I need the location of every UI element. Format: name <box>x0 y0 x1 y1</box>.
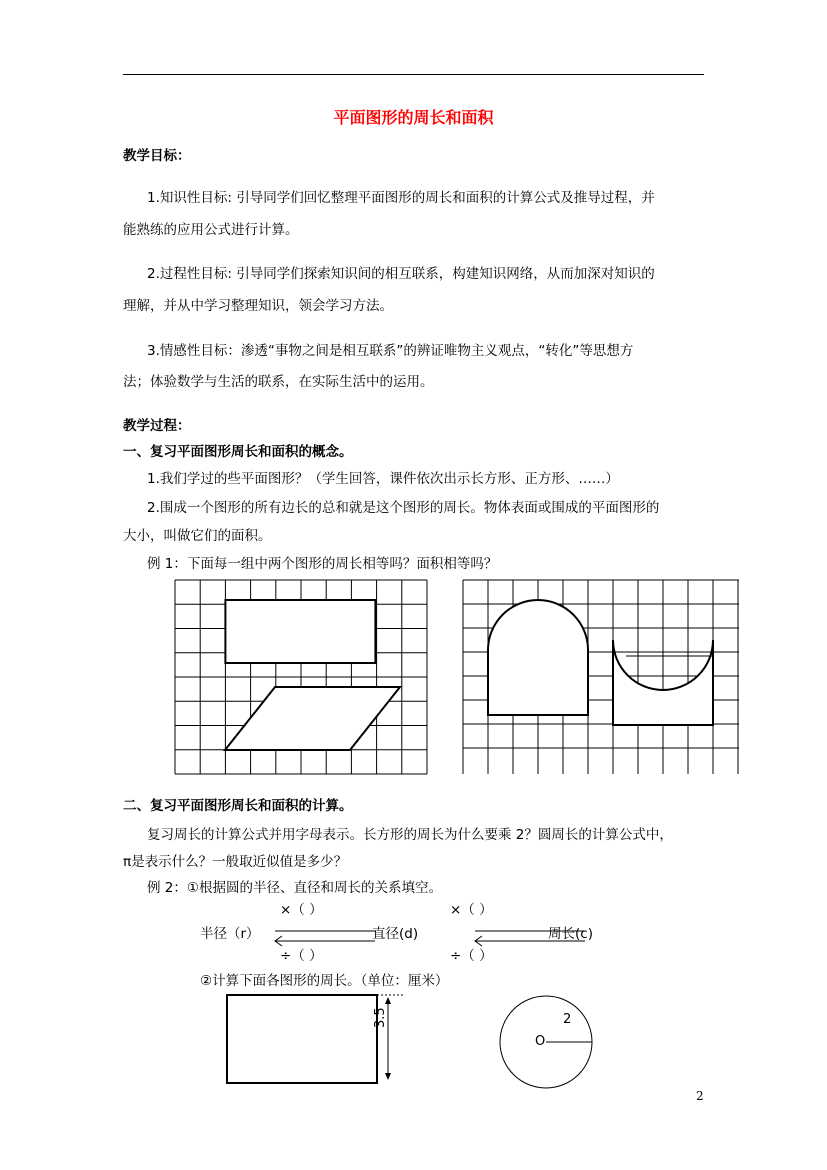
process-heading: 教学过程： <box>123 418 191 434</box>
section1-para2-line1: 2.围成一个图形的所有边长的总和就是这个图形的周长。物体表面或围成的平面图形的 <box>147 500 660 516</box>
circumference-label: 周长(c) <box>548 926 593 942</box>
diameter-label: 直径(d) <box>372 926 419 942</box>
times-blank-2: ×（ ） <box>450 902 493 918</box>
section2-para-line2: π是表示什么？一般取近似值是多少？ <box>123 854 348 870</box>
circle-figure <box>498 995 594 1091</box>
header-rule <box>123 74 704 75</box>
section2-para-line1: 复习周长的计算公式并用字母表示。长方形的周长为什么要乘 2？圆周长的计算公式中， <box>147 827 673 843</box>
calc-prompt: ②计算下面各图形的周长。（单位：厘米） <box>200 973 449 989</box>
objective-1-line2: 能熟练的应用公式进行计算。 <box>123 222 299 238</box>
times-blank-1: ×（ ） <box>280 902 323 918</box>
relation-arrows <box>270 928 600 948</box>
document-title: 平面图形的周长和面积 <box>333 108 494 127</box>
objective-2-line2: 理解，并从中学习整理知识，领会学习方法。 <box>123 298 393 314</box>
rect-height-label: 3.5 <box>373 1007 388 1028</box>
objective-1-line1: 1.知识性目标: 引导同学们回忆整理平面图形的周长和面积的计算公式及推导过程，并 <box>147 190 655 206</box>
grid-figure-arch-u-shapes <box>463 580 739 774</box>
rectangle-shape <box>225 600 375 663</box>
divide-blank-1: ÷（ ） <box>280 948 323 964</box>
objectives-heading: 教学目标： <box>123 148 191 164</box>
radius-label: 半径（r） <box>200 926 260 942</box>
circle-center-label: O <box>535 1034 546 1049</box>
arch-shape <box>488 600 588 715</box>
divide-blank-2: ÷（ ） <box>450 948 493 964</box>
circle-radius-label: 2 <box>563 1012 572 1027</box>
rectangle-figure <box>225 992 405 1086</box>
section1-para2-line2: 大小，叫做它们的面积。 <box>123 528 272 544</box>
section1-para1: 1.我们学过的些平面图形？（学生回答，课件依次出示长方形、正方形、……） <box>147 471 619 487</box>
parallelogram-shape <box>225 687 400 750</box>
section2-heading: 二、复习平面图形周长和面积的计算。 <box>123 798 353 814</box>
section1-heading: 一、复习平面图形周长和面积的概念。 <box>123 444 353 460</box>
objective-2-line1: 2.过程性目标: 引导同学们探索知识间的相互联系，构建知识网络，从而加深对知识的 <box>147 266 655 282</box>
objective-3-line2: 法；体验数学与生活的联系，在实际生活中的运用。 <box>123 374 434 390</box>
example2-prompt: 例 2：①根据圆的半径、直径和周长的关系填空。 <box>147 880 442 896</box>
example1-prompt: 例 1：下面每一组中两个图形的周长相等吗？面积相等吗？ <box>147 556 498 572</box>
objective-3-line1: 3.情感性目标：渗透“事物之间是相互联系”的辨证唯物主义观点，“转化”等思想方 <box>147 343 634 359</box>
grid-figure-rect-parallelogram <box>175 580 427 774</box>
page-number: 2 <box>696 1089 704 1103</box>
